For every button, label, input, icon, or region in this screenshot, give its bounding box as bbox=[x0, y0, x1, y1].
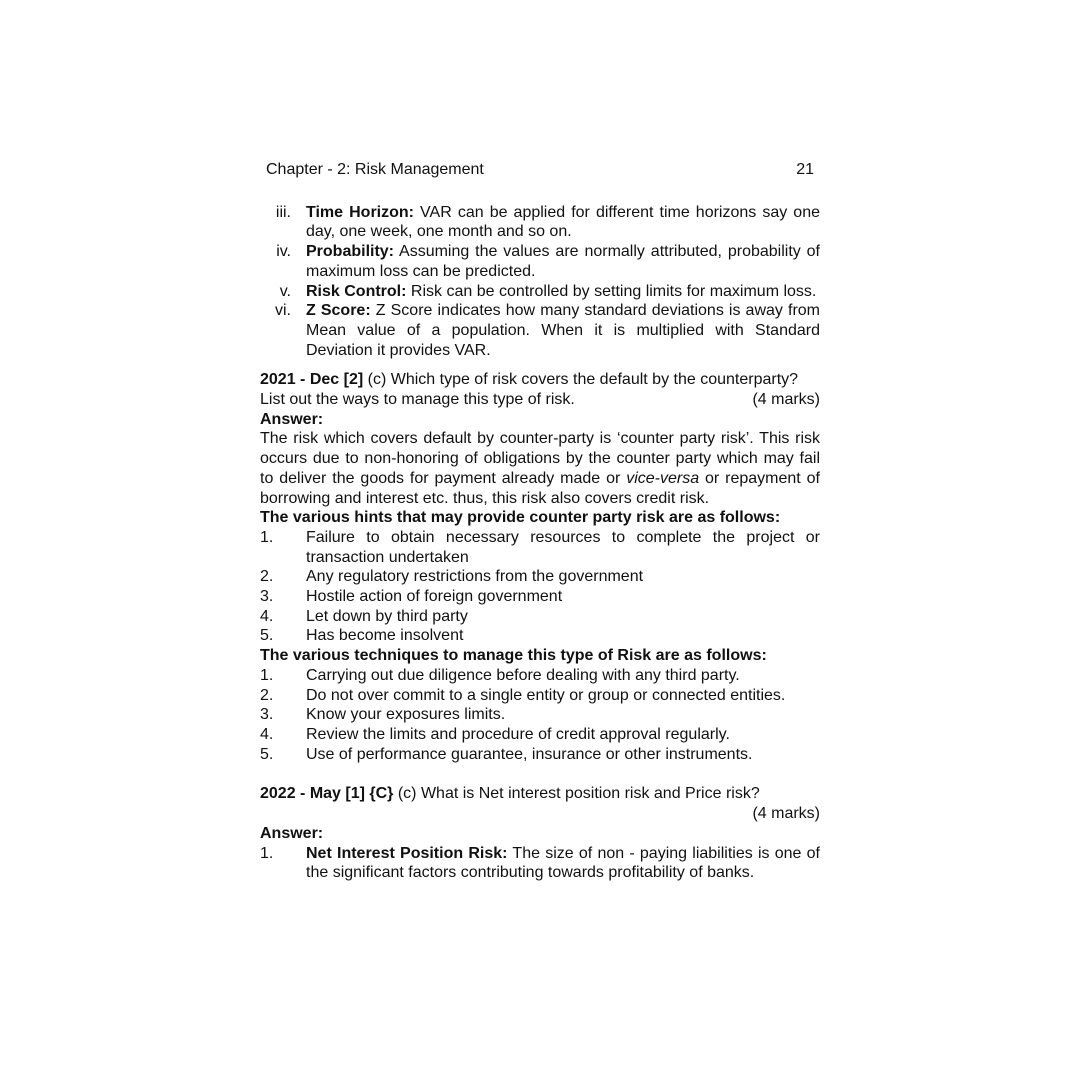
question-text-continued: List out the ways to manage this type of risk. bbox=[260, 391, 575, 409]
item-term: Time Horizon: bbox=[306, 203, 414, 221]
item-number: v. bbox=[279, 282, 291, 300]
var-features-list bbox=[260, 203, 820, 361]
question-2022-may bbox=[260, 784, 820, 883]
list-item bbox=[260, 725, 820, 745]
list-item bbox=[260, 607, 820, 627]
list-item bbox=[260, 844, 820, 883]
marks-label: (4 marks) bbox=[752, 805, 820, 823]
item-text: Failure to obtain necessary resources to complete the project or transaction undertaken bbox=[306, 528, 820, 566]
answer-label: Answer: bbox=[260, 410, 324, 428]
item-term: Net Interest Position Risk: bbox=[306, 844, 508, 862]
item-text: Review the limits and procedure of credit approval regularly. bbox=[306, 725, 730, 743]
item-term: Z Score: bbox=[306, 302, 371, 320]
item-number: 4. bbox=[260, 725, 274, 743]
item-number: vi. bbox=[275, 302, 291, 320]
item-text: Hostile action of foreign government bbox=[306, 588, 563, 606]
marks-label: (4 marks) bbox=[752, 391, 820, 409]
item-term: Risk Control: bbox=[306, 282, 407, 300]
item-text bbox=[306, 282, 820, 302]
answer-label: Answer: bbox=[260, 824, 324, 842]
item-description: Assuming the values are normally attributed, probability of maximum loss can be predicted. bbox=[306, 243, 820, 280]
list-item bbox=[260, 686, 820, 706]
page-number: 21 bbox=[796, 161, 814, 178]
list-item bbox=[260, 203, 820, 242]
item-number: 3. bbox=[260, 706, 274, 724]
item-term: Probability: bbox=[306, 243, 395, 261]
list-item bbox=[260, 242, 820, 281]
question-line-1 bbox=[260, 370, 820, 390]
list-item bbox=[260, 301, 820, 360]
item-number: 3. bbox=[260, 588, 274, 606]
hints-heading: The various hints that may provide counter party risk are as follows: bbox=[260, 509, 781, 527]
item-number: 2. bbox=[260, 686, 274, 704]
list-item bbox=[260, 528, 820, 567]
question-text: (c) Which type of risk covers the default by the counterparty? bbox=[363, 371, 799, 389]
question-line-1 bbox=[260, 784, 820, 804]
question-2021-dec bbox=[260, 370, 820, 764]
item-number: 1. bbox=[260, 844, 274, 862]
item-number: iv. bbox=[276, 243, 291, 261]
list-item bbox=[260, 567, 820, 587]
item-text: Know your exposures limits. bbox=[306, 706, 506, 724]
item-text: Any regulatory restrictions from the government bbox=[306, 568, 644, 586]
item-text: Do not over commit to a single entity or group or connected entities. bbox=[306, 686, 786, 704]
section-spacer bbox=[260, 764, 820, 784]
page-header bbox=[266, 160, 814, 180]
question-tag: 2021 - Dec [2] bbox=[260, 371, 364, 389]
item-number: 5. bbox=[260, 745, 274, 763]
item-number: 1. bbox=[260, 528, 274, 546]
list-item bbox=[260, 587, 820, 607]
answer-paragraph: The risk which covers default by counter-party is ‘counter party risk’. This risk occurs due to non-honoring of obligations by the counter party which may fail to deliver the goods for payment already made or vice-versa or repayment of borrowing and interest etc. thus, this risk also covers credit risk. bbox=[260, 430, 821, 507]
question-tag: 2022 - May [1] {C} bbox=[260, 785, 394, 803]
item-text bbox=[306, 844, 820, 883]
item-description: VAR can be applied for different time horizons say one day, one week, one month and so on. bbox=[306, 203, 821, 241]
item-text bbox=[306, 203, 820, 242]
item-text: Use of performance guarantee, insurance or other instruments. bbox=[306, 745, 753, 763]
item-description: The size of non - paying liabilities is one of the significant factors contributing towards profitability of banks. bbox=[306, 844, 821, 882]
list-item bbox=[260, 282, 820, 302]
item-text: Has become insolvent bbox=[306, 627, 464, 645]
item-number: iii. bbox=[275, 203, 291, 221]
item-number: 5. bbox=[260, 627, 274, 645]
question-text: (c) What is Net interest position risk and Price risk? bbox=[393, 785, 760, 803]
techniques-list bbox=[260, 666, 820, 765]
list-item bbox=[260, 666, 820, 686]
hints-list bbox=[260, 528, 820, 646]
italic-term: vice-versa bbox=[626, 469, 700, 487]
list-item bbox=[260, 626, 820, 646]
list-item bbox=[260, 745, 820, 765]
item-text: Let down by third party bbox=[306, 607, 468, 625]
item-description: Z Score indicates how many standard deviations is away from Mean value of a population. When it is multiplied with Standard Deviation it provides VAR. bbox=[306, 302, 821, 359]
document-page bbox=[260, 160, 820, 883]
techniques-heading: The various techniques to manage this type of Risk are as follows: bbox=[260, 647, 767, 665]
question-line-2 bbox=[260, 390, 820, 410]
list-item bbox=[260, 705, 820, 725]
item-number: 1. bbox=[260, 666, 274, 684]
item-text bbox=[306, 301, 820, 360]
item-number: 2. bbox=[260, 568, 274, 586]
item-text: Carrying out due diligence before dealing with any third party. bbox=[306, 666, 740, 684]
item-description: Risk can be controlled by setting limits for maximum loss. bbox=[406, 282, 817, 300]
chapter-title: Chapter - 2: Risk Management bbox=[266, 161, 484, 178]
item-number: 4. bbox=[260, 607, 274, 625]
item-text bbox=[306, 242, 820, 281]
